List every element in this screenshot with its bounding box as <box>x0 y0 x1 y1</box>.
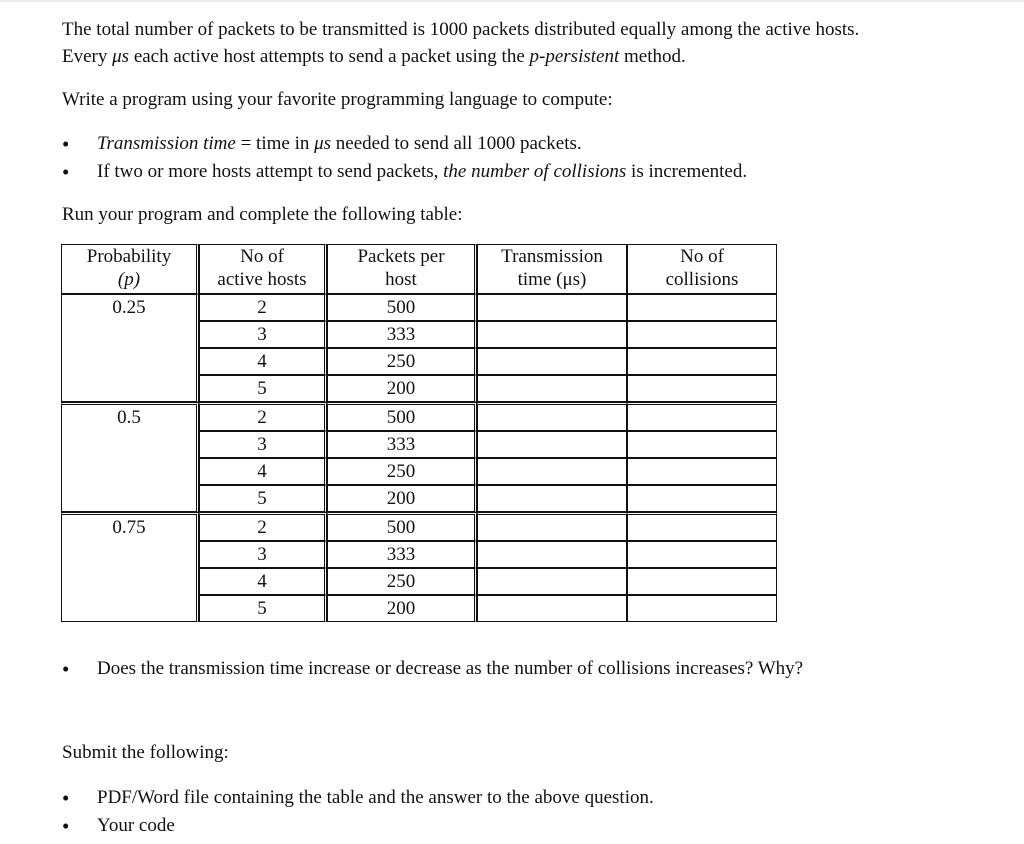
transmission-time-cell[interactable] <box>477 595 627 622</box>
probability-cell: 0.75 <box>61 512 199 622</box>
transmission-time-cell[interactable] <box>477 458 627 485</box>
hosts-cell: 5 <box>199 595 327 622</box>
bullet-icon <box>62 161 72 185</box>
hosts-cell: 2 <box>199 294 327 321</box>
transmission-time-cell[interactable] <box>477 568 627 595</box>
transmission-time-cell[interactable] <box>477 402 627 431</box>
run-text: Run your program and complete the following table: <box>62 204 463 225</box>
bullet-icon <box>62 133 72 157</box>
submit-item-text: PDF/Word file containing the table and the answer to the above question. <box>97 787 654 808</box>
intro-line-2: Every μs each active host attempts to send a packet using the p-persistent method. <box>62 46 686 67</box>
intro-line-1: The total number of packets to be transmitted is 1000 packets distributed equally among the active hosts. <box>62 19 860 40</box>
bullet-icon <box>62 787 72 811</box>
table-row <box>61 512 777 541</box>
packets-cell: 333 <box>327 541 477 568</box>
packets-cell: 333 <box>327 321 477 348</box>
bullet-icon <box>62 815 72 839</box>
collisions-cell[interactable] <box>627 541 777 568</box>
collisions-cell[interactable] <box>627 348 777 375</box>
packets-cell: 333 <box>327 431 477 458</box>
instruction-text: Write a program using your favorite programming language to compute: <box>62 89 613 110</box>
packets-cell: 200 <box>327 485 477 512</box>
table-row <box>61 402 777 431</box>
collisions-cell[interactable] <box>627 458 777 485</box>
hosts-cell: 4 <box>199 348 327 375</box>
results-table <box>61 244 777 622</box>
packets-cell: 500 <box>327 512 477 541</box>
hosts-cell: 5 <box>199 485 327 512</box>
transmission-time-cell[interactable] <box>477 375 627 402</box>
hosts-cell: 3 <box>199 541 327 568</box>
bullet-icon <box>62 658 72 682</box>
collisions-cell[interactable] <box>627 568 777 595</box>
transmission-time-cell[interactable] <box>477 485 627 512</box>
hosts-cell: 3 <box>199 431 327 458</box>
submit-heading: Submit the following: <box>62 742 229 763</box>
header-active-hosts: No of active hosts <box>199 244 327 294</box>
hosts-cell: 4 <box>199 458 327 485</box>
packets-cell: 250 <box>327 458 477 485</box>
transmission-time-cell[interactable] <box>477 431 627 458</box>
packets-cell: 200 <box>327 595 477 622</box>
transmission-time-cell[interactable] <box>477 512 627 541</box>
collisions-cell[interactable] <box>627 294 777 321</box>
table-header-row <box>61 244 777 294</box>
packets-cell: 500 <box>327 294 477 321</box>
top-border <box>0 0 1024 2</box>
collisions-cell[interactable] <box>627 512 777 541</box>
transmission-time-cell[interactable] <box>477 541 627 568</box>
hosts-cell: 2 <box>199 512 327 541</box>
transmission-time-cell[interactable] <box>477 294 627 321</box>
collisions-cell[interactable] <box>627 431 777 458</box>
packets-cell: 250 <box>327 568 477 595</box>
transmission-time-cell[interactable] <box>477 321 627 348</box>
collisions-cell[interactable] <box>627 321 777 348</box>
packets-cell: 250 <box>327 348 477 375</box>
probability-cell: 0.25 <box>61 294 199 402</box>
header-collisions: No of collisions <box>627 244 777 294</box>
header-transmission-time: Transmission time (μs) <box>477 244 627 294</box>
hosts-cell: 2 <box>199 402 327 431</box>
hosts-cell: 5 <box>199 375 327 402</box>
collisions-cell[interactable] <box>627 485 777 512</box>
collisions-cell[interactable] <box>627 595 777 622</box>
collisions-cell[interactable] <box>627 375 777 402</box>
question-text: Does the transmission time increase or decrease as the number of collisions increases? Why? <box>97 658 804 679</box>
collisions-cell[interactable] <box>627 402 777 431</box>
packets-cell: 500 <box>327 402 477 431</box>
transmission-time-cell[interactable] <box>477 348 627 375</box>
header-probability: Probability (p) <box>61 244 199 294</box>
header-packets-per-host: Packets per host <box>327 244 477 294</box>
packets-cell: 200 <box>327 375 477 402</box>
probability-cell: 0.5 <box>61 402 199 512</box>
hosts-cell: 4 <box>199 568 327 595</box>
table-row <box>61 294 777 321</box>
submit-item-text: Your code <box>97 815 175 836</box>
hosts-cell: 3 <box>199 321 327 348</box>
